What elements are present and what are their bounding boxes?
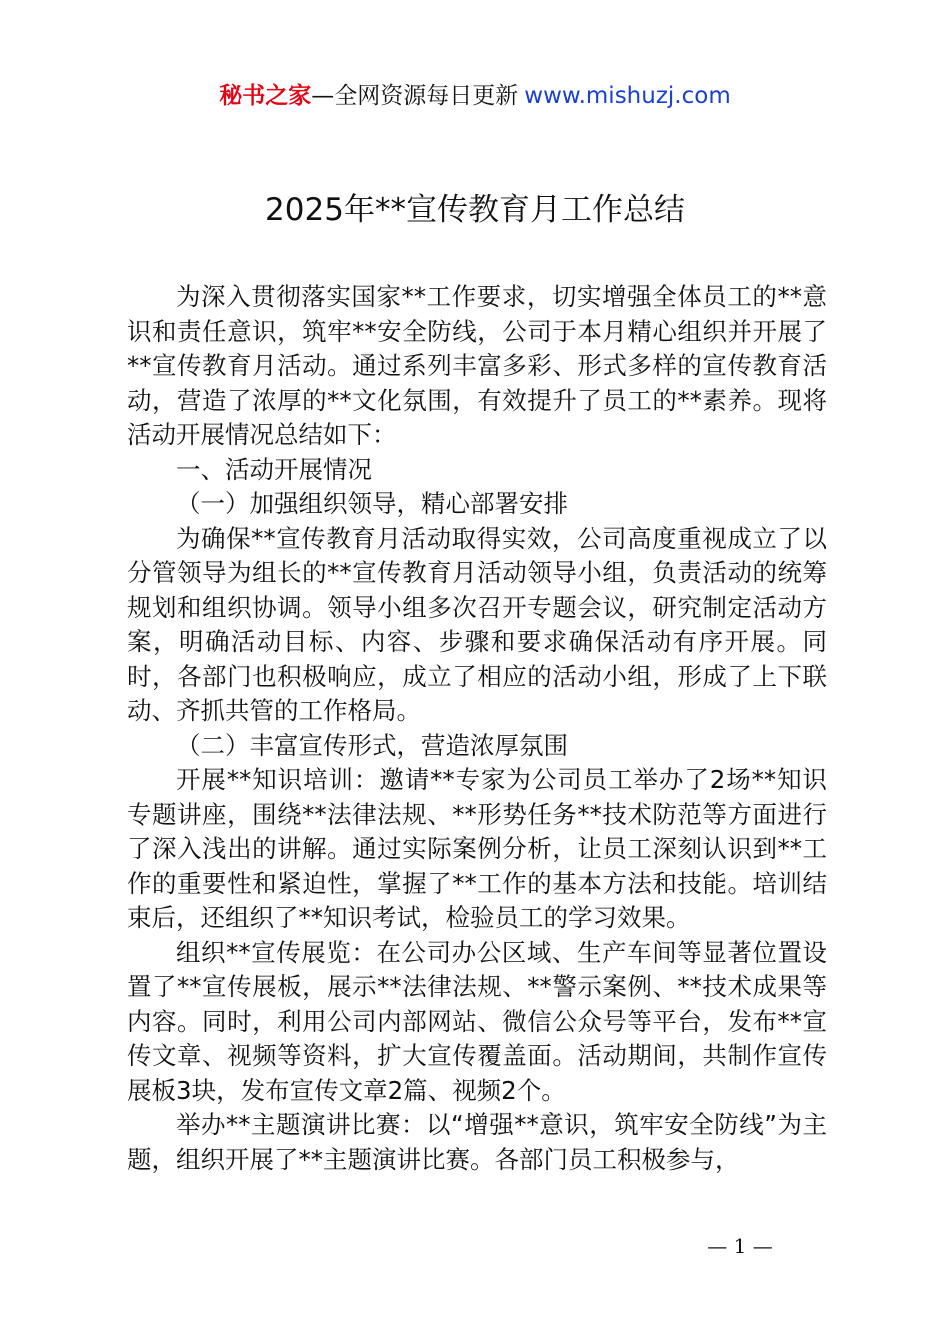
section-heading-1: 一、活动开展情况 (176, 454, 372, 484)
document-body (127, 280, 827, 1177)
site-tagline: —全网资源每日更新 (311, 83, 519, 109)
intro-paragraph: 为深入贯彻落实国家**工作要求，切实增强全体员工的**意识和责任意识，筑牢**安全防线，公司于本月精心组织并开展了**宣传教育月活动。通过系列丰富多彩、形式多样的宣传教育活动，营造了浓厚的**文化氛围，有效提升了员工的**素养。现将活动开展情况总结如下： (127, 282, 827, 449)
body-paragraph: 开展**知识培训：邀请**专家为公司员工举办了2场**知识专题讲座，围绕**法律法规、**形势任务**技术防范等方面进行了深入浅出的讲解。通过实际案例分析，让员工深刻认识到**工作的重要性和紧迫性，掌握了**工作的基本方法和技能。培训结束后，还组织了**知识考试，检验员工的学习效果。 (127, 765, 827, 932)
subsection-heading-1: （一）加强组织领导，精心部署安排 (176, 489, 568, 518)
site-header (0, 80, 950, 112)
site-url-link[interactable]: www.mishuzj.com (524, 83, 731, 109)
document-title: 2025年**宣传教育月工作总结 (265, 192, 685, 228)
body-paragraph: 为确保**宣传教育月活动取得实效，公司高度重视成立了以分管领导为组长的**宣传教育月活动领导小组，负责活动的统筹规划和组织协调。领导小组多次召开专题会议，研究制定活动方案，明确活动目标、内容、步骤和要求确保活动有序开展。同时，各部门也积极响应，成立了相应的活动小组，形成了上下联动、齐抓共管的工作格局。 (127, 523, 827, 725)
page-number: — 1 — (707, 1234, 773, 1258)
site-brand: 秘书之家 (219, 83, 312, 109)
body-paragraph: 举办**主题演讲比赛：以“增强**意识，筑牢安全防线”为主题，组织开展了**主题演讲比赛。各部门员工积极参与， (127, 1110, 827, 1174)
body-paragraph: 组织**宣传展览：在公司办公区域、生产车间等显著位置设置了**宣传展板，展示**法律法规、**警示案例、**技术成果等内容。同时，利用公司内部网站、微信公众号等平台，发布**宣传文章、视频等资料，扩大宣传覆盖面。活动期间，共制作宣传展板3块，发布宣传文章2篇、视频2个。 (127, 937, 827, 1105)
subsection-heading-2: （二）丰富宣传形式，营造浓厚氛围 (176, 730, 568, 760)
